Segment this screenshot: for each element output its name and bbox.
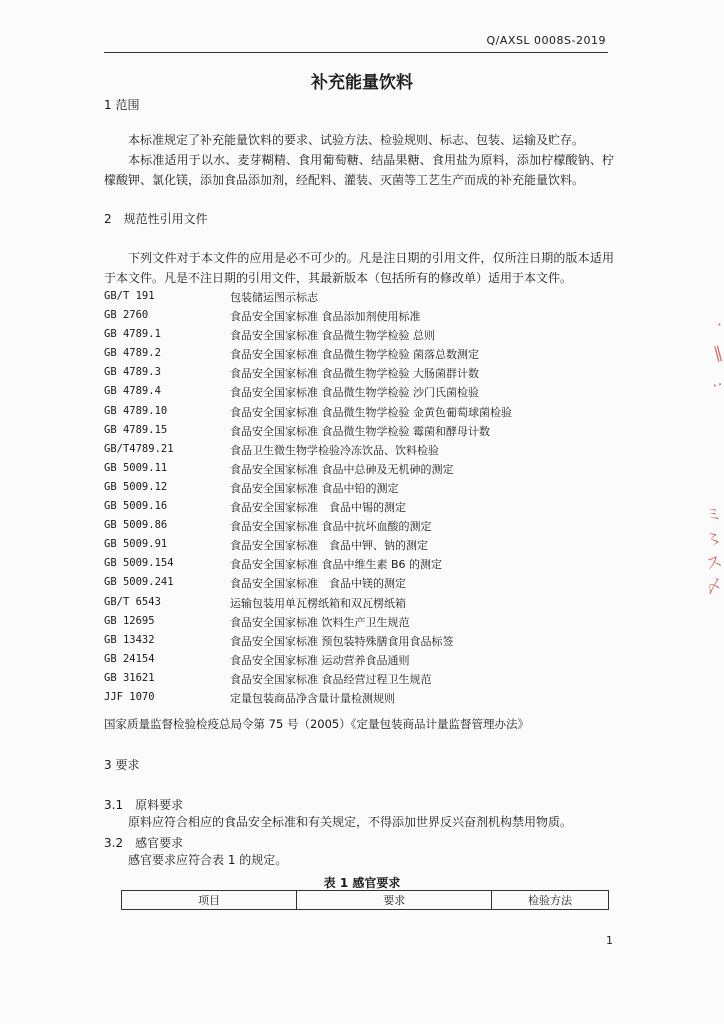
reference-item xyxy=(104,574,604,593)
section-1-paragraph-2: 本标准适用于以水、麦芽糊精、食用葡萄糖、结晶果糖、食用盐为原料，添加柠檬酸钠、柠檬酸钾、氯化镁，添加食品添加剂，经配料、灌装、灭菌等工艺生产而成的补充能量饮料。 xyxy=(104,153,614,187)
reference-item xyxy=(104,441,604,460)
reference-item xyxy=(104,517,604,536)
reference-item xyxy=(104,536,604,555)
section-3-1-paragraph: 原料应符合相应的食品安全标准和有关规定，不得添加世界反兴奋剂机构禁用物质。 xyxy=(128,815,573,829)
reference-title: 食品安全国家标准 食品中锡的测定 xyxy=(230,501,406,515)
reference-title: 食品安全国家标准 食品中维生素 B6 的测定 xyxy=(230,558,443,572)
reference-title: 食品安全国家标准 食品微生物学检验 菌落总数测定 xyxy=(230,348,479,362)
reference-code: GB 5009.11 xyxy=(104,461,168,474)
reference-item xyxy=(104,460,604,479)
reference-title: 食品安全国家标准 食品添加剂使用标准 xyxy=(230,310,421,324)
reference-title: 食品安全国家标准 食品微生物学检验 沙门氏菌检验 xyxy=(230,386,479,400)
reference-item xyxy=(104,613,604,632)
reference-item xyxy=(104,383,604,402)
reference-code: GB 4789.15 xyxy=(104,423,168,436)
reference-item xyxy=(104,307,604,326)
reference-code: GB 4789.3 xyxy=(104,366,161,379)
section-1-paragraph-1: 本标准规定了补充能量饮料的要求、试验方法、检验规则、标志、包装、运输及贮存。 xyxy=(128,133,585,147)
reference-code: GB 5009.241 xyxy=(104,576,174,589)
reference-code: JJF 1070 xyxy=(104,690,155,703)
table-header-cell: 要求 xyxy=(297,891,492,910)
reference-title: 定量包装商品净含量计量检测规则 xyxy=(230,691,395,705)
reference-code: GB 5009.12 xyxy=(104,480,168,493)
reference-item xyxy=(104,670,604,689)
reference-item xyxy=(104,689,604,708)
reference-title: 包装储运图示标志 xyxy=(230,291,318,304)
reference-title: 食品安全国家标准 食品微生物学检验 大肠菌群计数 xyxy=(230,367,479,381)
reference-code: GB 5009.16 xyxy=(104,500,168,513)
reference-code: GB 5009.154 xyxy=(104,557,174,570)
section-3-heading: 3 要求 xyxy=(104,758,140,772)
reference-title: 食品安全国家标准 食品微生物学检验 总则 xyxy=(230,329,435,343)
table-1 xyxy=(121,890,609,910)
page-title: 补充能量饮料 xyxy=(311,73,413,93)
reference-item xyxy=(104,651,604,670)
document-page: Q/AXSL 0008S-2019 补充能量饮料 1 范围 本标准规定了补充能量饮料的要求、试验方法、检验规则、标志、包装、运输及贮存。 本标准适用于以水、麦芽糊精、食用葡萄糖、结晶果糖、食用盐为原料，添加柠檬酸钠、柠檬酸钾、氯化镁，添加食品添加剂，经配料、灌装、灭菌等工艺生产而成的补充能量饮料。 2 规范性引用文件 下列文件对于本文件的应用是必不可少的。凡是注日期的引用文件，仅所注日期的版本适用于本文件。凡是不注日期的引用文件，其最新版本（包括所有的修改单）适用于本文件。 GB/T 191 包装储运图示标志 GB 2760 食品安全国家标准 食品添加剂使用标准 GB 4789.1 食品安全国家标准 食品微生物学检验 总则 GB 4789.2 食品安全国家标准 食品微生物学检验 菌落总数测定 GB 4789.3 食品安全国家标准 食品微生物学检验 大肠菌群计数 GB 4789.4 食品安全国家标准 食品微生物学检验 沙门氏菌检验 GB 4789.10 食品安全国家标准 食品微生物学检验 金黄色葡萄球菌检验 GB 4789.15 食品安全国家标准 食品微生物学检验 霉菌和酵母计数 GB/T4789.21 食品卫生微生物学检验冷冻饮品、饮料检验 GB 5009.11 食品安全国家标准 食品中总砷及无机砷的测定 GB 5009.12 食品安全国家标准 食品中铅的测定 GB 5009.16 食品安全国家标准 食品中锡的测定 GB 5009.86 食品安全国家标准 食品中抗坏血酸的测定 GB 5009.91 食品安全国家标准 食品中钾、钠的测定 GB 5009.154 食品安全国家标准 食品中维生素 B6 的测定 GB 5009.241 食品安全国家标准 食品中镁的测定 GB/T 6543 运输包装用单瓦楞纸箱和双瓦楞纸箱 GB 12695 食品安全国家标准 饮料生产卫生规范 GB 13432 食品安全国家标准 预包装特殊膳食用食品标签 GB 24154 食品安全国家标准 运动营养食品通则 GB 31621 食品安全国家标准 食品经营过程卫生规范 JJF 1070 定量包装商品净含量计量检测规则 国家质量监督检验检疫总局令第 75 号（2005）《定量包装商品计量监督管理办法》 3 要求 3.1 原料要求 原料应符合相应的食品安全标准和有关规定，不得添加世界反兴奋剂机构禁用物质。 3.2 感官要求 感官要求应符合表 1 的规定。 表 1 感官要求 项目 要求 检验方法 1 · ‖ ‥ ミ 〻 ス 〆 xyxy=(0,0,724,1024)
reference-code: GB 4789.10 xyxy=(104,404,168,417)
reference-item xyxy=(104,403,604,422)
decree-reference: 国家质量监督检验检疫总局令第 75 号（2005）《定量包装商品计量监督管理办法》 xyxy=(104,717,529,731)
reference-item xyxy=(104,594,604,613)
reference-title: 食品安全国家标准 食品中铅的测定 xyxy=(230,481,399,495)
reference-code: GB/T4789.21 xyxy=(104,442,174,455)
page-number: 1 xyxy=(606,934,613,947)
table-1-caption: 表 1 感官要求 xyxy=(323,876,401,890)
header-rule xyxy=(104,52,608,53)
reference-code: GB 4789.2 xyxy=(104,347,161,360)
reference-code: GB 5009.86 xyxy=(104,519,168,532)
reference-title: 食品安全国家标准 食品中总砷及无机砷的测定 xyxy=(230,462,454,476)
section-3-2-heading: 3.2 感官要求 xyxy=(104,836,184,850)
reference-code: GB/T 191 xyxy=(104,290,155,302)
reference-title: 食品安全国家标准 运动营养食品通则 xyxy=(230,653,410,667)
reference-item xyxy=(104,345,604,364)
reference-code: GB 12695 xyxy=(104,614,155,627)
section-2-heading: 2 规范性引用文件 xyxy=(104,212,208,226)
reference-item xyxy=(104,288,604,307)
reference-title: 食品安全国家标准 食品微生物学检验 金黄色葡萄球菌检验 xyxy=(230,405,512,419)
reference-title: 食品安全国家标准 饮料生产卫生规范 xyxy=(230,615,410,629)
reference-code: GB 31621 xyxy=(104,671,155,684)
section-1-heading: 1 范围 xyxy=(104,98,140,112)
reference-code: GB 13432 xyxy=(104,633,155,646)
reference-title: 食品安全国家标准 预包装特殊膳食用食品标签 xyxy=(230,634,454,648)
reference-code: GB 2760 xyxy=(104,309,149,322)
reference-code: GB 5009.91 xyxy=(104,538,168,551)
reference-item xyxy=(104,479,604,498)
reference-item xyxy=(104,326,604,345)
table-header-cell: 检验方法 xyxy=(492,891,609,910)
section-3-1-heading: 3.1 原料要求 xyxy=(104,798,184,812)
reference-title: 运输包装用单瓦楞纸箱和双瓦楞纸箱 xyxy=(230,596,406,610)
reference-title: 食品安全国家标准 食品中镁的测定 xyxy=(230,577,406,591)
reference-item xyxy=(104,364,604,383)
reference-code: GB 4789.1 xyxy=(104,328,161,341)
reference-code: GB 4789.4 xyxy=(104,385,161,398)
reference-item xyxy=(104,498,604,517)
table-header-row xyxy=(122,891,609,910)
reference-list xyxy=(104,288,604,708)
reference-item xyxy=(104,632,604,651)
reference-item xyxy=(104,555,604,574)
section-2-paragraph: 下列文件对于本文件的应用是必不可少的。凡是注日期的引用文件，仅所注日期的版本适用于本文件。凡是不注日期的引用文件，其最新版本（包括所有的修改单）适用于本文件。 xyxy=(104,251,614,285)
reference-item xyxy=(104,422,604,441)
reference-code: GB/T 6543 xyxy=(104,595,161,608)
table-header-cell: 项目 xyxy=(122,891,297,910)
reference-code: GB 24154 xyxy=(104,652,155,665)
section-3-2-paragraph: 感官要求应符合表 1 的规定。 xyxy=(128,853,288,867)
reference-title: 食品安全国家标准 食品经营过程卫生规范 xyxy=(230,672,432,686)
reference-title: 食品安全国家标准 食品微生物学检验 霉菌和酵母计数 xyxy=(230,424,490,438)
reference-title: 食品安全国家标准 食品中抗坏血酸的测定 xyxy=(230,520,432,534)
document-code: Q/AXSL 0008S-2019 xyxy=(486,34,606,47)
reference-title: 食品安全国家标准 食品中钾、钠的测定 xyxy=(230,539,428,553)
reference-title: 食品卫生微生物学检验冷冻饮品、饮料检验 xyxy=(230,443,439,457)
